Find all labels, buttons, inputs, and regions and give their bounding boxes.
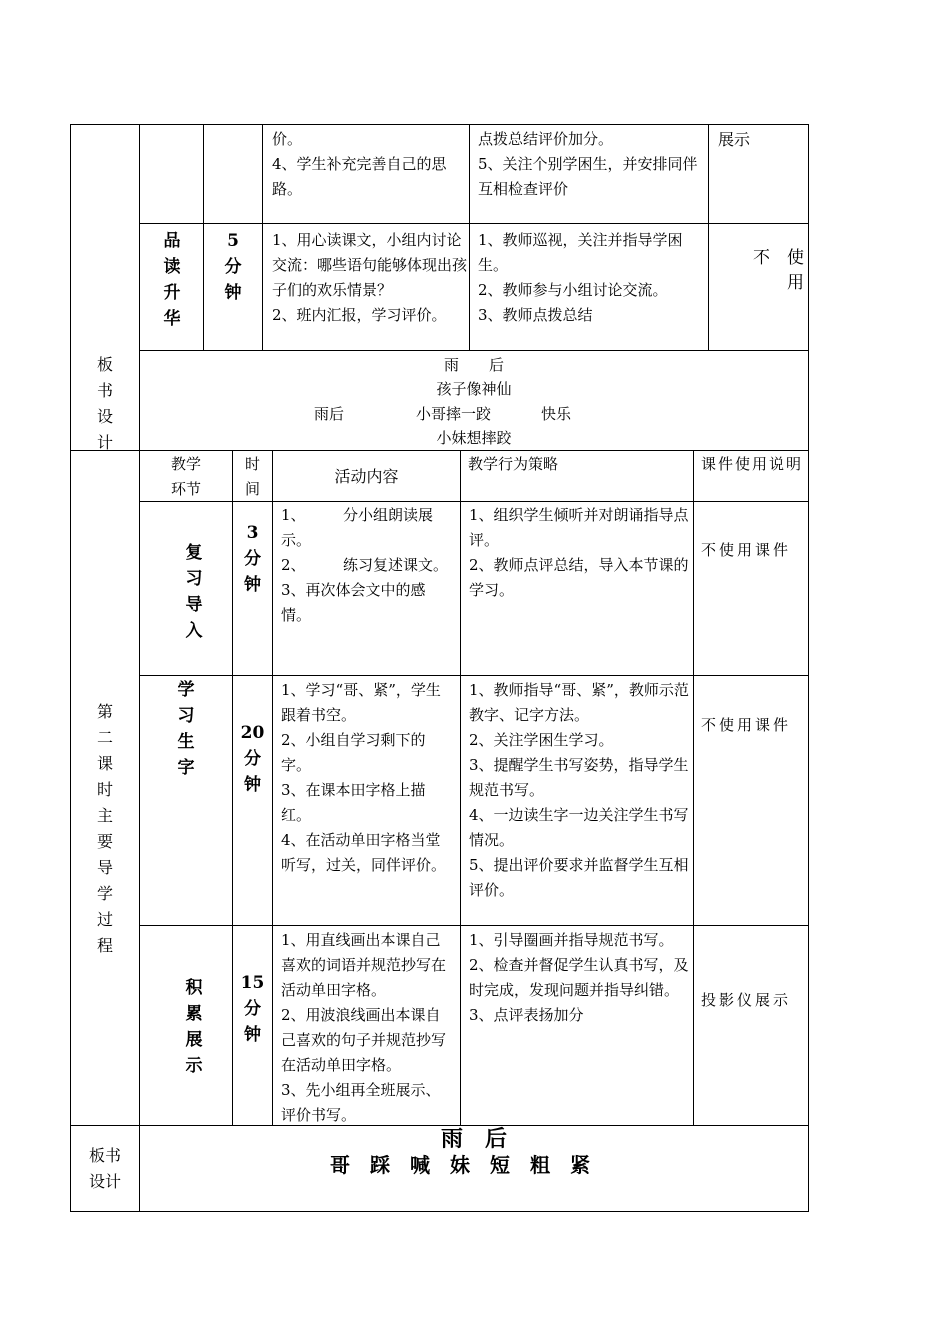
teacher-strategy-text: 1、教师巡视，关注并指导学困生。 2、教师参与小组讨论交流。 3、教师点拨总结 (478, 231, 683, 324)
stage-cell (168, 975, 220, 1079)
time-text: 3 分 钟 (244, 523, 261, 595)
header-courseware-text: 课件使用说明 (701, 455, 804, 473)
activity-cell (281, 503, 454, 628)
header-time-text: 时 间 (244, 455, 260, 498)
grid-line (272, 450, 273, 1126)
courseware-text: 不使用课件 (701, 716, 792, 734)
activity-cell (272, 228, 467, 328)
teacher-strategy-cell (478, 127, 706, 202)
time-cell (233, 720, 272, 798)
grid-line (140, 223, 808, 224)
time-cell (210, 228, 256, 306)
header-courseware (701, 452, 804, 477)
grid-line (203, 124, 204, 351)
courseware-cell (701, 988, 801, 1013)
board-line-text: 孩子像神仙 (436, 380, 512, 398)
header-teacher-text: 教学行为策略 (468, 455, 559, 473)
stage-cell (160, 677, 212, 781)
section-label-text: 第 二 课 时 主 要 导 学 过 程 (96, 702, 113, 955)
teacher-strategy-cell (478, 228, 706, 328)
board-line-text: 快乐 (541, 405, 572, 423)
activity-text: 价。 4、学生补充完善自己的思路。 (272, 130, 447, 198)
table-border-left (70, 124, 71, 1212)
time-text: 20 分 钟 (240, 723, 265, 795)
header-stage (140, 452, 232, 502)
grid-line (139, 124, 140, 1212)
grid-line (262, 124, 263, 351)
teacher-strategy-cell (469, 928, 689, 1028)
teacher-strategy-cell (469, 678, 689, 903)
stage-cell (168, 540, 220, 644)
teacher-strategy-text: 1、组织学生倾听并对朗诵指导点评。 2、教师点评总结，导入本节课的学习。 (469, 506, 689, 599)
courseware-cell (718, 127, 806, 152)
table-border-top (70, 124, 809, 125)
activity-text: 1、用直线画出本课自己喜欢的词语并规范抄写在活动单田字格。 2、用波浪线画出本课自己喜欢的句子并规范抄写在活动单田字格。 3、先小组再全班展示、评价书写。 (281, 931, 447, 1124)
activity-cell (281, 928, 454, 1128)
stage-text: 复 习 导 入 (185, 543, 203, 641)
activity-text: 1、 分小组朗读展示。 2、 练习复述课文。 3、再次体会文中的感情。 (281, 506, 449, 624)
courseware-text: 不 使 用 (753, 248, 804, 293)
board-design-label-text: 板书 设计 (88, 1146, 121, 1191)
board-line (140, 377, 808, 402)
teacher-strategy-text: 1、教师指导“哥、紧”，教师示范教字、记字方法。 2、关注学困生学习。 3、提醒学生书写姿势，指导学生规范书写。 4、一边读生字一边关注学生书写情况。 5、提出评价要求并监督学生互相评价。 (469, 681, 689, 899)
courseware-text: 不使用课件 (701, 541, 792, 559)
board-line (140, 353, 808, 378)
table-border-bottom (70, 1211, 809, 1212)
table-border-right (808, 124, 809, 1212)
activity-cell (272, 127, 467, 202)
board-line-text: 雨 后 (443, 356, 504, 374)
board-line-text: 小哥摔一跤 (416, 405, 492, 423)
grid-line (460, 450, 461, 1126)
header-teacher (468, 452, 688, 477)
time-cell (233, 520, 272, 598)
time-text: 5 分 钟 (224, 231, 242, 303)
board-design-label (80, 1143, 130, 1195)
header-stage-text: 教学 环节 (170, 455, 201, 498)
grid-line (469, 124, 470, 351)
grid-line (708, 124, 709, 351)
stage-text: 积 累 展 示 (185, 978, 203, 1076)
grid-line (140, 925, 808, 926)
board-design-label-text: 板 书 设 计 (96, 355, 113, 452)
courseware-cell (701, 538, 801, 563)
board-line (541, 402, 601, 427)
activity-cell (281, 678, 454, 878)
header-activity (273, 464, 460, 489)
teacher-strategy-cell (469, 503, 689, 603)
board-line (140, 426, 808, 451)
time-text: 15 分 钟 (240, 973, 265, 1045)
board-line (330, 1150, 750, 1180)
activity-text: 1、学习“哥、紧”，学生跟着书空。 2、小组自学习剩下的字。 3、在课本田字格上描红。 4、在活动单田字格当堂听写，过关，同伴评价。 (281, 681, 447, 874)
header-time (233, 452, 272, 502)
board-line-text: 小妹想摔跤 (436, 429, 512, 447)
board-line-text: 雨 后 (440, 1126, 507, 1152)
board-line-text: 哥 踩 喊 妹 短 粗 紧 (330, 1153, 590, 1177)
teacher-strategy-text: 点拨总结评价加分。 5、关注个别学困生，并安排同伴互相检查评价 (478, 130, 698, 198)
grid-line (140, 350, 808, 351)
board-line (416, 402, 526, 427)
board-line (314, 402, 374, 427)
grid-line (693, 450, 694, 1126)
courseware-cell (718, 246, 804, 296)
courseware-cell (701, 713, 801, 738)
time-cell (233, 970, 272, 1048)
stage-text: 品 读 升 华 (163, 231, 181, 329)
courseware-text: 展示 (718, 130, 751, 149)
stage-text: 学 习 生 字 (177, 680, 195, 778)
board-design-label (80, 352, 130, 456)
stage-cell (148, 228, 196, 332)
activity-text: 1、用心读课文，小组内讨论交流：哪些语句能够体现出孩子们的欢乐情景？ 2、班内汇报，学习评价。 (272, 231, 467, 324)
board-line-text: 雨后 (314, 405, 345, 423)
teacher-strategy-text: 1、引导圈画并指导规范书写。 2、检查并督促学生认真书写，及时完成，发现问题并指导纠错。 3、点评表扬加分 (469, 931, 689, 1024)
grid-line (140, 675, 808, 676)
courseware-text: 投影仪展示 (701, 991, 792, 1009)
header-activity-text: 活动内容 (334, 467, 399, 486)
section-label (80, 699, 130, 959)
